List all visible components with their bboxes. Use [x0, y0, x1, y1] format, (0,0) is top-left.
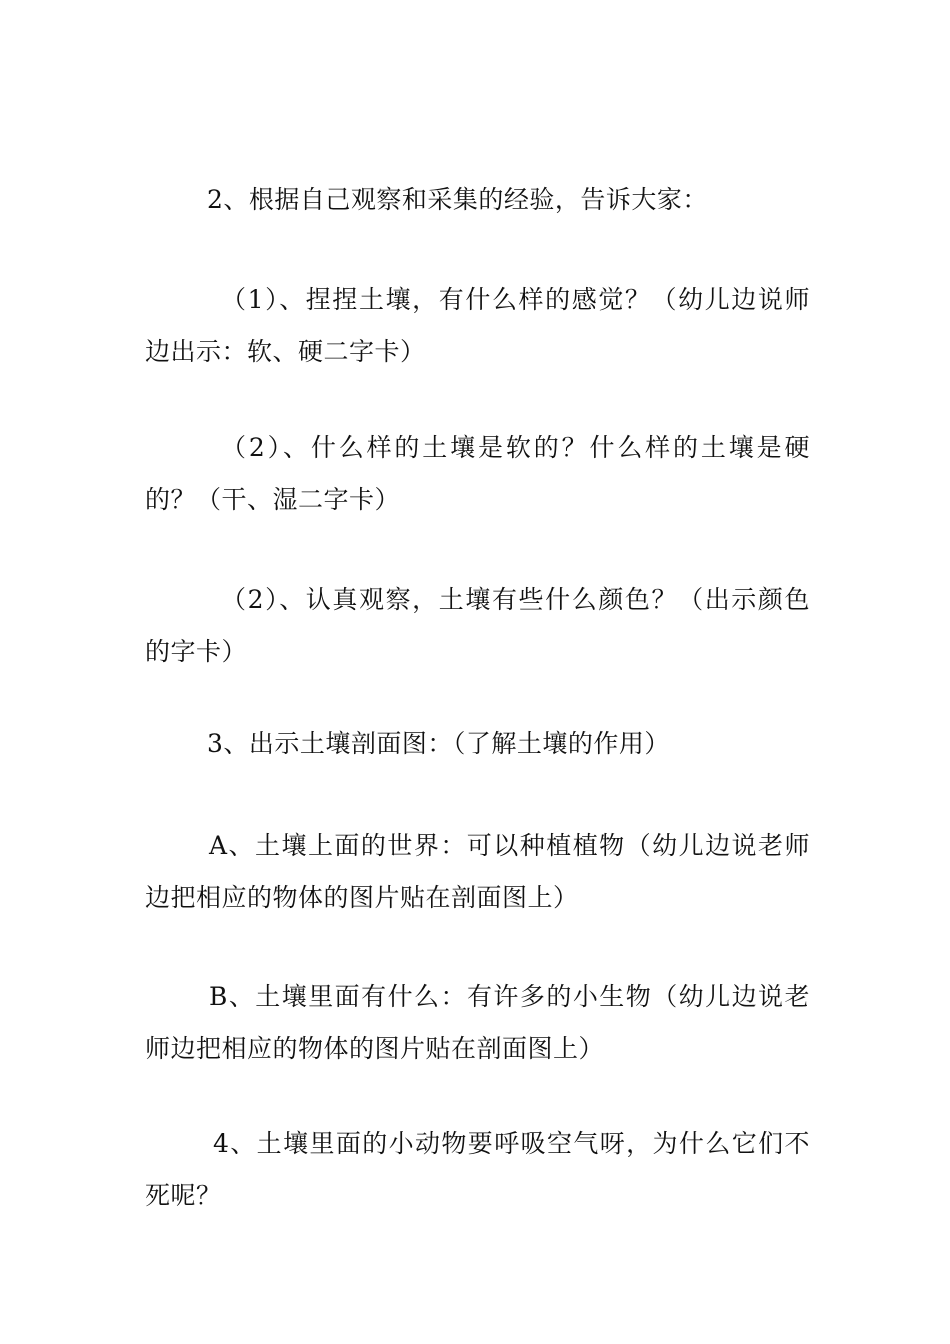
paragraph-step-3: 3、出示土壤剖面图：（了解土壤的作用）: [207, 729, 670, 758]
paragraph-step-2: 2、根据自己观察和采集的经验，告诉大家：: [207, 185, 708, 214]
paragraph-step-2-2: （2）、什么样的土壤是软的？什么样的土壤是硬的？（干、湿二字卡）: [145, 433, 810, 514]
paragraph-step-4: 4、土壤里面的小动物要呼吸空气呀，为什么它们不死呢？: [145, 1129, 810, 1210]
paragraph-step-2-3: （2）、认真观察，土壤有些什么颜色？（出示颜色的字卡）: [145, 585, 810, 666]
paragraph-step-3-b: B、土壤里面有什么：有许多的小生物（幼儿边说老师边把相应的物体的图片贴在剖面图上）: [145, 982, 810, 1063]
paragraph-step-3-a: A、土壤上面的世界：可以种植植物（幼儿边说老师边把相应的物体的图片贴在剖面图上）: [145, 831, 810, 912]
paragraph-step-2-1: （1）、捏捏土壤，有什么样的感觉？（幼儿边说师边出示：软、硬二字卡）: [145, 285, 810, 366]
